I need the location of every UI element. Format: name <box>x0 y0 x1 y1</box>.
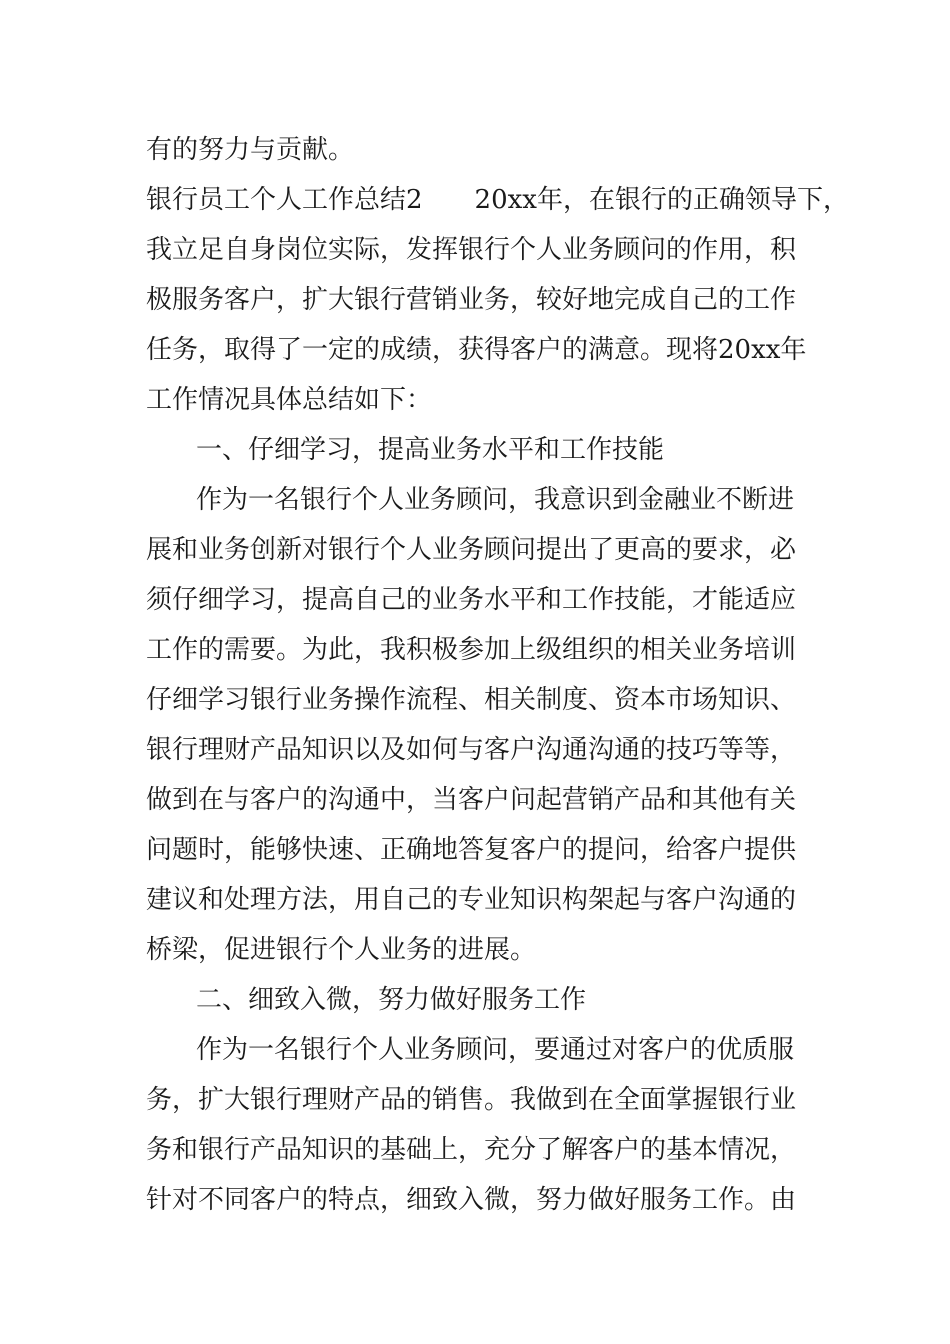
text-line: 须仔细学习，提高自己的业务水平和工作技能，才能适应 <box>146 585 797 615</box>
heading-two: 二、细致入微，努力做好服务工作 <box>196 985 587 1015</box>
text-line: 任务，取得了一定的成绩，获得客户的满意。现将20xx年 <box>146 335 807 365</box>
section-title-line: 银行员工个人工作总结2 20xx年，在银行的正确领导下， <box>146 185 849 215</box>
text-line: 作为一名银行个人业务顾问，我意识到金融业不断进 <box>196 485 795 515</box>
text-line: 我立足自身岗位实际，发挥银行个人业务顾问的作用，积 <box>146 235 797 265</box>
text-line: 建议和处理方法，用自己的专业知识构架起与客户沟通的 <box>146 885 797 915</box>
text-line: 仔细学习银行业务操作流程、相关制度、资本市场知识、 <box>146 685 797 715</box>
text-line: 做到在与客户的沟通中，当客户问起营销产品和其他有关 <box>146 785 797 815</box>
text-line: 针对不同客户的特点，细致入微，努力做好服务工作。由 <box>146 1185 797 1215</box>
text-line: 展和业务创新对银行个人业务顾问提出了更高的要求，必 <box>146 535 797 565</box>
text-line: 极服务客户，扩大银行营销业务，较好地完成自己的工作 <box>146 285 797 315</box>
text-line: 工作的需要。为此，我积极参加上级组织的相关业务培训 <box>146 635 797 665</box>
text-line: 务和银行产品知识的基础上，充分了解客户的基本情况， <box>146 1135 797 1165</box>
text-line: 工作情况具体总结如下： <box>146 385 433 415</box>
text-line: 银行理财产品知识以及如何与客户沟通沟通的技巧等等， <box>146 735 797 765</box>
text-line: 桥梁，促进银行个人业务的进展。 <box>146 935 537 965</box>
heading-one: 一、仔细学习，提高业务水平和工作技能 <box>196 435 665 465</box>
text-line: 作为一名银行个人业务顾问，要通过对客户的优质服 <box>196 1035 795 1065</box>
text-line: 问题时，能够快速、正确地答复客户的提问，给客户提供 <box>146 835 797 865</box>
text-line: 有的努力与贡献。 <box>146 135 355 165</box>
text-line: 务，扩大银行理财产品的销售。我做到在全面掌握银行业 <box>146 1085 797 1115</box>
